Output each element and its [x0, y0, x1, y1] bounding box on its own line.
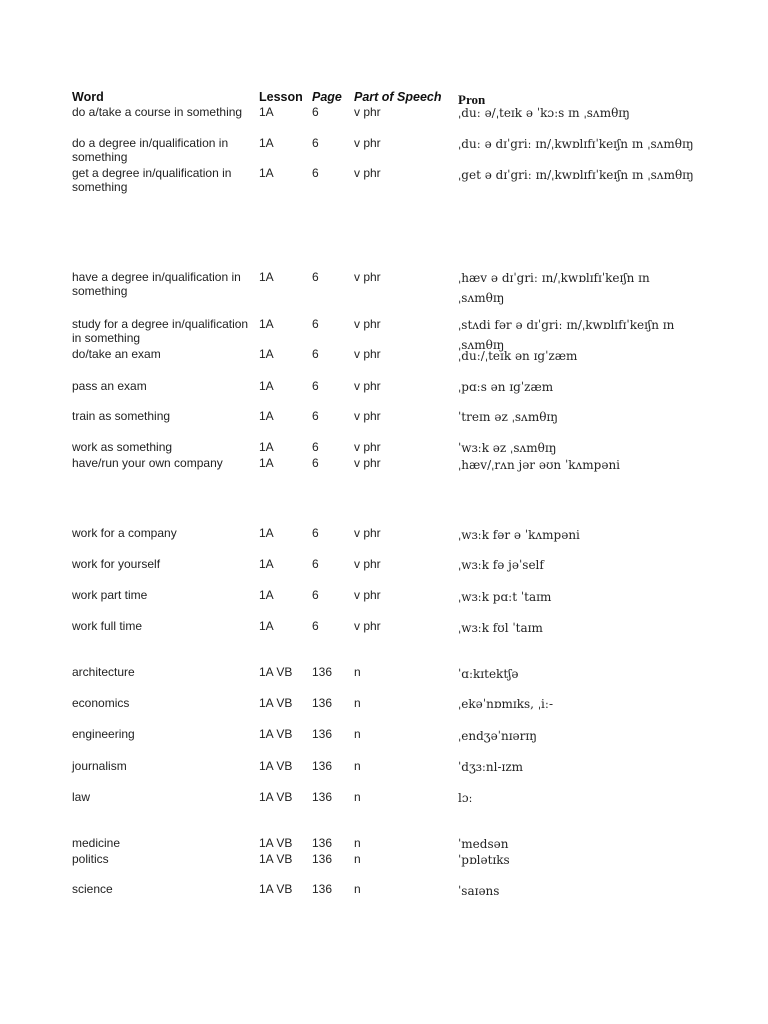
header-word: Word	[72, 90, 104, 104]
row-page: 136	[312, 852, 333, 866]
row-page: 136	[312, 759, 333, 773]
row-word: work part time	[72, 588, 148, 602]
row-page: 6	[312, 347, 319, 361]
row-part-of-speech: v phr	[354, 379, 381, 393]
row-part-of-speech: v phr	[354, 557, 381, 571]
row-pronunciation: ˌwɜːk pɑːt ˈtaɪm	[458, 590, 552, 604]
row-part-of-speech: v phr	[354, 166, 381, 180]
row-word: do a degree in/qualification in something	[72, 136, 229, 164]
row-pronunciation: ˌduː ə/ˌteɪk ə ˈkɔːs ɪn ˌsʌmθɪŋ	[458, 106, 630, 120]
row-lesson: 1A	[259, 588, 274, 602]
row-page: 6	[312, 317, 319, 331]
row-lesson: 1A	[259, 105, 274, 119]
row-lesson: 1A	[259, 270, 274, 284]
header-part-of-speech: Part of Speech	[354, 90, 442, 104]
row-page: 136	[312, 665, 333, 679]
row-word: journalism	[72, 759, 127, 773]
row-word: work for a company	[72, 526, 177, 540]
row-lesson: 1A	[259, 440, 274, 454]
row-pronunciation: ˌhæv/ˌrʌn jər əʊn ˈkʌmpəni	[458, 458, 621, 472]
row-pronunciation: ˌwɜːk fər ə ˈkʌmpəni	[458, 528, 580, 542]
row-page: 136	[312, 727, 333, 741]
row-pronunciation: ˌduː/ˌteɪk ən ɪgˈzæm	[458, 349, 578, 363]
row-page: 6	[312, 456, 319, 470]
row-word: train as something	[72, 409, 171, 423]
row-part-of-speech: n	[354, 882, 361, 896]
row-word: have/run your own company	[72, 456, 223, 470]
row-part-of-speech: v phr	[354, 347, 381, 361]
row-lesson: 1A VB	[259, 852, 293, 866]
row-lesson: 1A	[259, 456, 274, 470]
row-pronunciation: ˌwɜːk fʊl ˈtaɪm	[458, 621, 543, 635]
row-part-of-speech: n	[354, 836, 361, 850]
row-part-of-speech: v phr	[354, 440, 381, 454]
row-word: politics	[72, 852, 109, 866]
row-word: architecture	[72, 665, 135, 679]
row-page: 6	[312, 440, 319, 454]
row-lesson: 1A	[259, 379, 274, 393]
row-part-of-speech: n	[354, 665, 361, 679]
row-pronunciation: ˈsaɪəns	[458, 884, 500, 898]
row-word: have a degree in/qualification in something	[72, 270, 241, 298]
row-part-of-speech: n	[354, 790, 361, 804]
row-pronunciation: ˈwɜːk əz ˌsʌmθɪŋ	[458, 441, 557, 455]
row-part-of-speech: n	[354, 852, 361, 866]
row-part-of-speech: v phr	[354, 270, 381, 284]
row-pronunciation: ˈtreɪn əz ˌsʌmθɪŋ	[458, 410, 558, 424]
row-lesson: 1A	[259, 317, 274, 331]
row-part-of-speech: v phr	[354, 105, 381, 119]
row-lesson: 1A	[259, 136, 274, 150]
row-page: 136	[312, 696, 333, 710]
row-page: 136	[312, 790, 333, 804]
row-lesson: 1A	[259, 347, 274, 361]
row-pronunciation: ˌendʒəˈnɪərɪŋ	[458, 729, 537, 743]
row-lesson: 1A	[259, 619, 274, 633]
row-page: 6	[312, 379, 319, 393]
row-pronunciation: ˌhæv ə dɪˈgriː ɪn/ˌkwɒlɪfɪˈkeɪʃn ɪn ˌsʌmθɪŋ	[458, 271, 650, 305]
row-page: 6	[312, 619, 319, 633]
row-lesson: 1A	[259, 557, 274, 571]
row-part-of-speech: v phr	[354, 456, 381, 470]
row-word: law	[72, 790, 91, 804]
row-page: 6	[312, 526, 319, 540]
row-pronunciation: ˈmedsən	[458, 837, 509, 851]
header-page: Page	[312, 90, 342, 104]
row-page: 6	[312, 270, 319, 284]
row-word: work for yourself	[72, 557, 161, 571]
row-word: work full time	[72, 619, 143, 633]
row-lesson: 1A	[259, 166, 274, 180]
row-lesson: 1A VB	[259, 836, 293, 850]
row-part-of-speech: n	[354, 759, 361, 773]
row-pronunciation: ˌduː ə dɪˈgriː ɪn/ˌkwɒlɪfɪˈkeɪʃn ɪn ˌsʌmθɪŋ	[458, 137, 694, 151]
row-part-of-speech: v phr	[354, 526, 381, 540]
row-word: medicine	[72, 836, 121, 850]
row-word: work as something	[72, 440, 173, 454]
row-lesson: 1A	[259, 526, 274, 540]
row-part-of-speech: n	[354, 727, 361, 741]
row-part-of-speech: v phr	[354, 409, 381, 423]
row-lesson: 1A VB	[259, 790, 293, 804]
row-word: get a degree in/qualification in something	[72, 166, 232, 194]
row-pronunciation: ˈɑːkɪtektʃə	[458, 667, 519, 681]
row-word: do a/take a course in something	[72, 105, 243, 119]
row-pronunciation: ˈdʒɜːnl-ɪzm	[458, 760, 524, 774]
row-page: 6	[312, 557, 319, 571]
row-word: pass an exam	[72, 379, 147, 393]
row-lesson: 1A VB	[259, 665, 293, 679]
row-word: engineering	[72, 727, 135, 741]
row-page: 6	[312, 409, 319, 423]
row-page: 6	[312, 588, 319, 602]
row-part-of-speech: v phr	[354, 136, 381, 150]
row-part-of-speech: v phr	[354, 619, 381, 633]
row-pronunciation: ˌpɑːs ən ɪgˈzæm	[458, 380, 554, 394]
row-page: 6	[312, 166, 319, 180]
row-word: study for a degree in/qualification in something	[72, 317, 249, 345]
row-lesson: 1A VB	[259, 882, 293, 896]
row-lesson: 1A VB	[259, 696, 293, 710]
row-part-of-speech: v phr	[354, 317, 381, 331]
row-pronunciation: ˌget ə dɪˈgriː ɪn/ˌkwɒlɪfɪˈkeɪʃn ɪn ˌsʌmθɪŋ	[458, 168, 694, 182]
row-lesson: 1A	[259, 409, 274, 423]
row-word: economics	[72, 696, 130, 710]
row-page: 6	[312, 105, 319, 119]
row-word: do/take an exam	[72, 347, 161, 361]
row-pronunciation: ˌstʌdi fər ə dɪˈgriː ɪn/ˌkwɒlɪfɪˈkeɪʃn ɪn ˌsʌmθɪŋ	[458, 318, 675, 352]
row-part-of-speech: v phr	[354, 588, 381, 602]
row-pronunciation: ˌwɜːk fə jəˈself	[458, 558, 544, 572]
header-lesson: Lesson	[259, 90, 303, 104]
row-page: 136	[312, 836, 333, 850]
row-part-of-speech: n	[354, 696, 361, 710]
row-pronunciation: ˌekəˈnɒmɪks, ˌiː-	[458, 697, 553, 711]
row-page: 6	[312, 136, 319, 150]
row-lesson: 1A VB	[259, 759, 293, 773]
row-pronunciation: ˈpɒlətɪks	[458, 853, 510, 867]
row-lesson: 1A VB	[259, 727, 293, 741]
row-pronunciation: lɔː	[458, 791, 473, 805]
header-pron: Pron	[458, 92, 486, 107]
row-word: science	[72, 882, 113, 896]
row-page: 136	[312, 882, 333, 896]
